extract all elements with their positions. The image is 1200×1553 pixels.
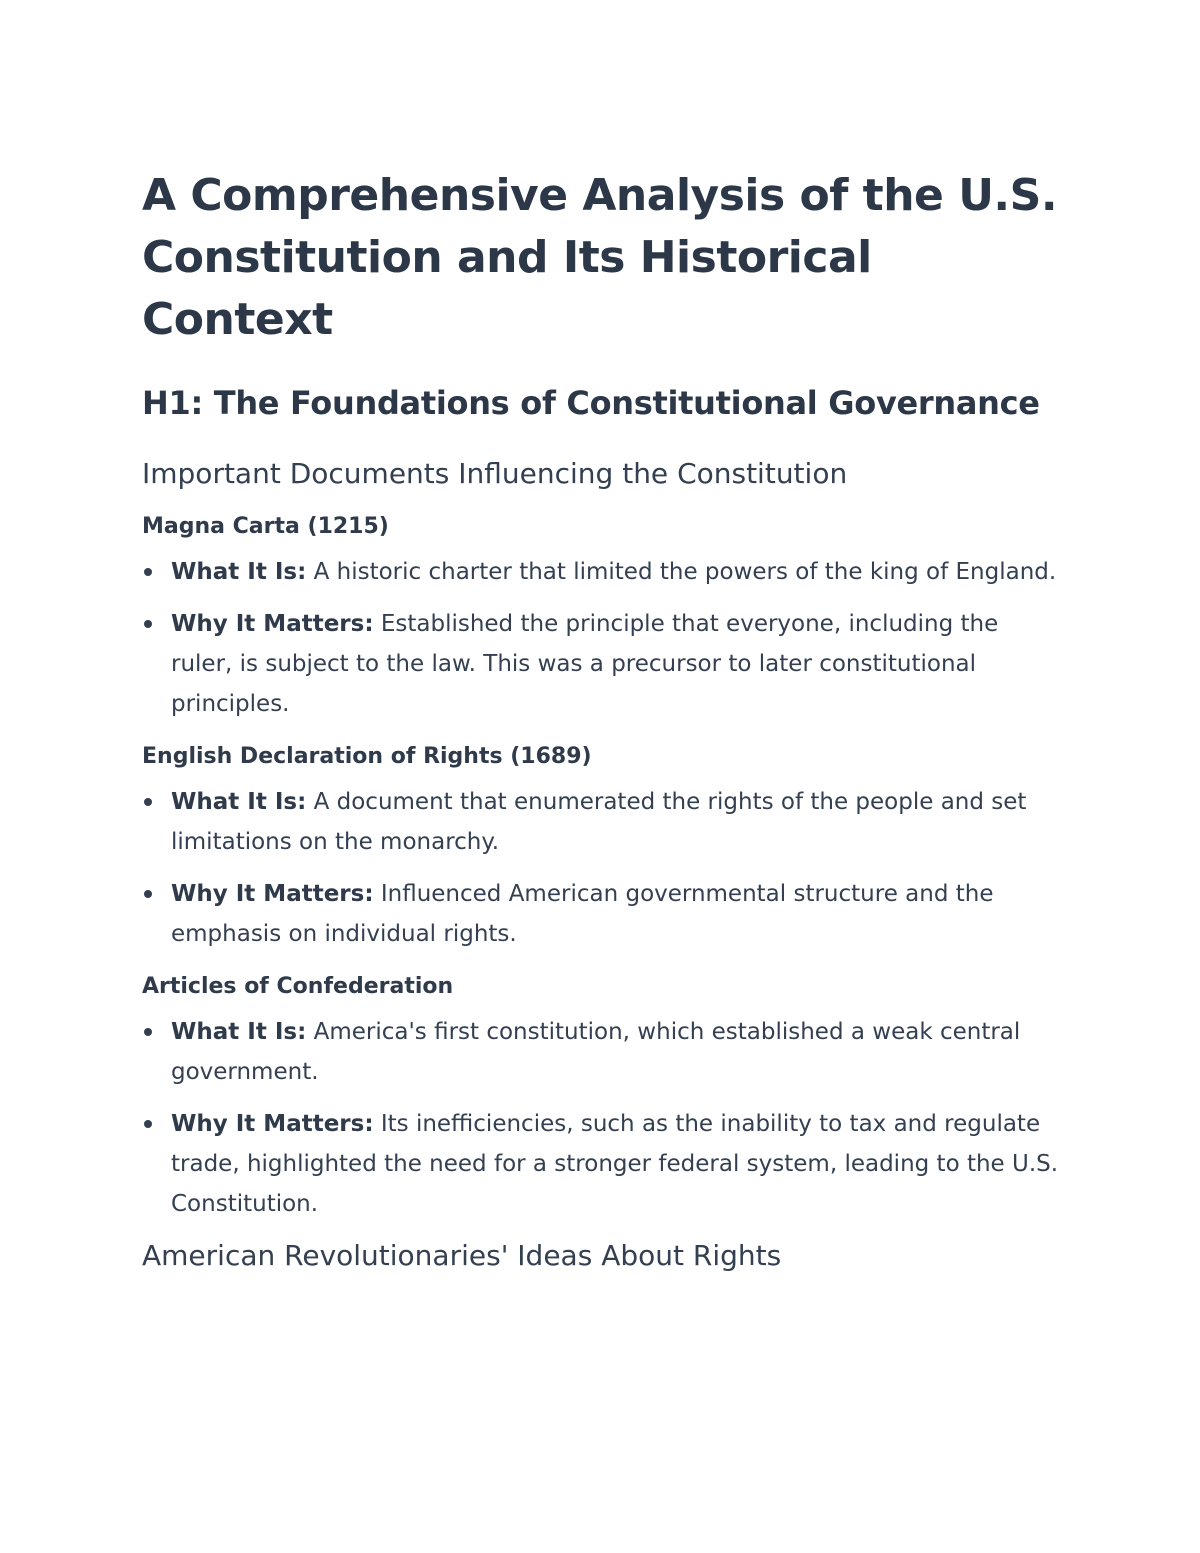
document-heading-declaration-of-rights: English Declaration of Rights (1689) (142, 744, 592, 769)
subsection-heading: Important Documents Influencing the Constitution (142, 457, 848, 490)
list-item (142, 1104, 1062, 1224)
document-title: A Comprehensive Analysis of the U.S. Constitution and Its Historical Context (142, 170, 1058, 345)
next-subsection-heading: American Revolutionaries' Ideas About Rights (142, 1239, 782, 1272)
bullet-list-articles-of-confederation (142, 1012, 1062, 1224)
bullet-icon (144, 798, 152, 806)
bullet-text: Established the principle that everyone, including the ruler, is subject to the law. This was a precursor to later constitutional principles. (171, 611, 999, 717)
bullet-label: Why It Matters: (171, 881, 374, 907)
bullet-list-magna-carta (142, 552, 1062, 724)
bullet-label: Why It Matters: (171, 611, 374, 637)
bullet-icon (144, 1120, 152, 1128)
document-heading-magna-carta: Magna Carta (1215) (142, 514, 389, 539)
bullet-label: What It Is: (171, 1019, 307, 1045)
list-item (142, 874, 1062, 954)
bullet-text: A document that enumerated the rights of the people and set limitations on the monarchy. (171, 789, 1027, 855)
bullet-icon (144, 620, 152, 628)
section-heading: H1: The Foundations of Constitutional Governance (142, 384, 1040, 422)
bullet-text: A historic charter that limited the powers of the king of England. (306, 559, 1057, 585)
list-item (142, 782, 1062, 862)
bullet-text: America's first constitution, which established a weak central government. (171, 1019, 1021, 1085)
bullet-label: What It Is: (171, 559, 307, 585)
list-item (142, 604, 1062, 724)
bullet-text: Influenced American governmental structure and the emphasis on individual rights. (171, 881, 994, 947)
bullet-icon (144, 890, 152, 898)
bullet-label: What It Is: (171, 789, 307, 815)
bullet-icon (144, 568, 152, 576)
list-item (142, 552, 1062, 592)
bullet-list-declaration-of-rights (142, 782, 1062, 954)
document-heading-articles-of-confederation: Articles of Confederation (142, 974, 454, 999)
bullet-label: Why It Matters: (171, 1111, 374, 1137)
list-item (142, 1012, 1062, 1092)
bullet-icon (144, 1028, 152, 1036)
document-page (142, 165, 1062, 1276)
bullet-text: Its inefficiencies, such as the inability to tax and regulate trade, highlighted the need for a stronger federal system, leading to the U.S. Constitution. (171, 1111, 1059, 1217)
